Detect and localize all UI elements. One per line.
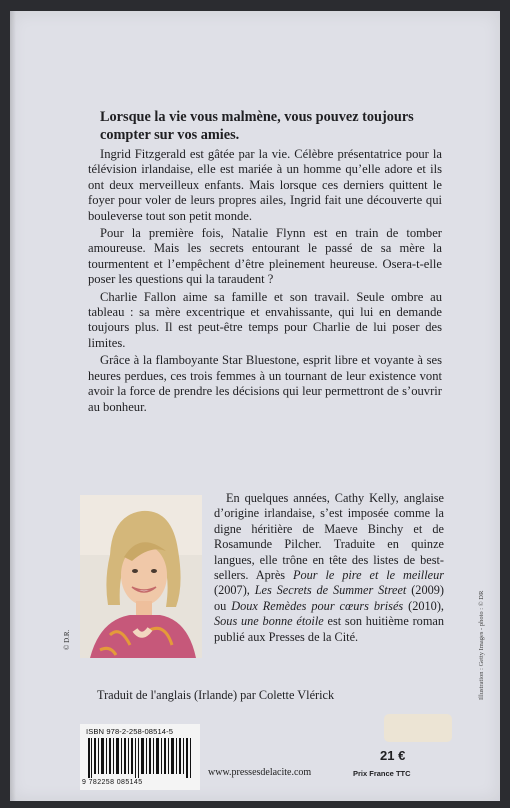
barcode-icon — [88, 738, 194, 778]
synopsis-paragraph-4: Grâce à la flamboyante Star Bluestone, esprit libre et voyante à ses heures perdues, ces trois femmes à un tournant de leur existence vont avoir la force de prendre les décisions qui leur permettront de s’ouvrir au bonheur. — [88, 353, 442, 414]
bio-text-4: (2010), — [403, 598, 444, 613]
sticker-residue — [384, 714, 452, 742]
bio-text-2: (2007), — [214, 583, 255, 598]
bio-text-5: est son huitième roman publié aux Presses de la Cité. — [214, 614, 445, 644]
cover-credit: Illustration : Getty Images - photo : © DR — [478, 590, 485, 700]
tagline: Lorsque la vie vous malmène, vous pouvez toujours compter sur vos amies. — [100, 109, 414, 143]
barcode-digits: 9 782258 085145 — [82, 779, 143, 786]
price-label: Prix France TTC — [353, 769, 411, 778]
author-bio-paragraph — [214, 491, 444, 645]
book-title-4: Sous une bonne étoile — [214, 614, 324, 629]
synopsis-paragraph-2: Pour la première fois, Natalie Flynn est en train de tomber amoureuse. Mais les secrets entourant le passé de sa mère la tourmentent et l’empêchent d’être pleinement heureuse. Osera-t-elle poser les questions qui la taraudent ? — [88, 226, 442, 287]
bio-text-3: (2009) ou — [214, 583, 444, 613]
photo-credit: © D.R. — [63, 629, 71, 650]
book-title-1: Pour le pire et le meilleur — [292, 568, 445, 583]
price: 21 € — [380, 748, 406, 763]
spine-shadow — [10, 11, 16, 801]
translator-credit: Traduit de l'anglais (Irlande) par Colette Vlérick — [97, 688, 335, 702]
isbn: ISBN 978-2-258-08514-5 — [86, 727, 174, 736]
author-photo — [80, 495, 202, 658]
book-title-2: Les Secrets de Summer Street — [254, 583, 407, 598]
barcode-block — [80, 724, 200, 790]
publisher-website: www.pressesdelacite.com — [208, 767, 312, 778]
author-bio — [214, 491, 444, 645]
synopsis-paragraph-3: Charlie Fallon aime sa famille et son travail. Seule ombre au tableau : sa mère excentrique et envahissante, qui lui en demande toujours plus. Il est peut-être temps pour Charlie de lui poser des limites. — [88, 289, 442, 350]
synopsis — [88, 147, 442, 417]
author-portrait-image — [80, 495, 202, 658]
book-title-3: Doux Remèdes pour cœurs brisés — [231, 598, 404, 613]
bio-text-1: En quelques années, Cathy Kelly, anglaise d’origine irlandaise, s’est imposée comme la digne héritière de Maeve Binchy et de Rosamunde Pilcher. Traduite en quinze langues, elle trône en tête des listes de best-sellers. Après — [214, 491, 444, 583]
synopsis-paragraph-1: Ingrid Fitzgerald est gâtée par la vie. Célèbre présentatrice pour la télévision irlandaise, elle est mariée à un homme qu’elle adore et ils ont deux merveilleux enfants. Mais lorsque ces derniers quittent le foyer pour voler de leurs propres ailes, Ingrid fait une découverte qui bouleverse tout son petit monde. — [88, 147, 442, 223]
